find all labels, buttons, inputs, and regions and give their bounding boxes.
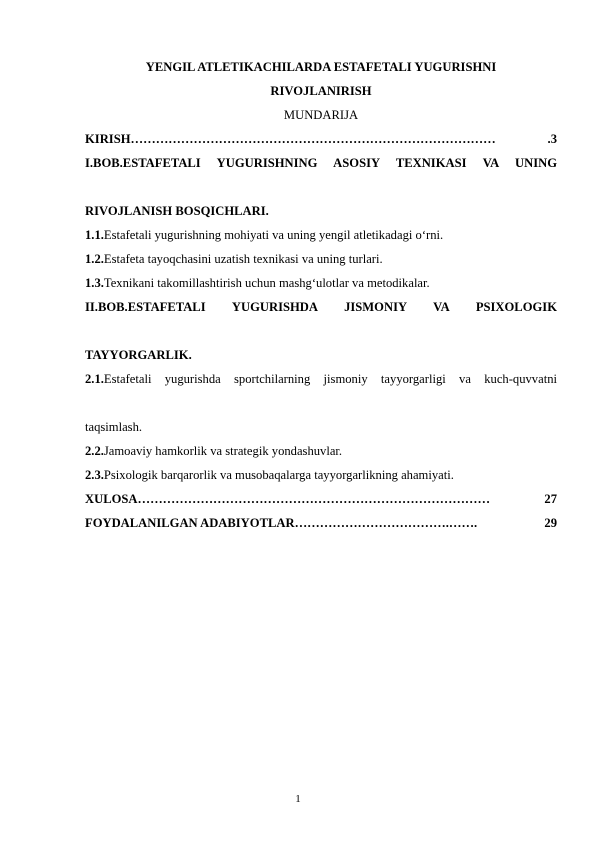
toc-section-1-3 [85, 271, 557, 295]
section-title: Estafetali yugurishning mohiyati va uning yengil atletikadagi o‘rni. [103, 228, 444, 242]
section-title: Texnikani takomillashtirish uchun mashg‘ulotlar va metodikalar. [103, 276, 430, 290]
toc-section-2-2 [85, 439, 557, 463]
toc-entry-references [85, 511, 557, 535]
toc-entry-label: FOYDALANILGAN ADABIYOTLAR [85, 516, 295, 530]
toc-section-2-3 [85, 463, 557, 487]
section-number: 2.1. [85, 372, 104, 386]
section-number: 2.3. [85, 468, 104, 482]
toc-page-number: 29 [544, 516, 557, 530]
document-title-line-2: RIVOJLANIRISH [270, 84, 372, 98]
toc-entry-label: KIRISH [85, 132, 131, 146]
section-title: Estafeta tayoqchasini uzatish texnikasi va uning turlari. [103, 252, 383, 266]
section-number: 1.2. [85, 252, 104, 266]
toc-section-2-1-line-2: taqsimlash. [85, 420, 143, 434]
toc-section-2-1-line-1 [85, 367, 557, 415]
toc-chapter-1-line-2: RIVOJLANISH BOSQICHLARI. [85, 204, 269, 218]
section-title: Psixologik barqarorlik va musobaqalarga tayyorgarlikning ahamiyati. [103, 468, 454, 482]
toc-leader-dots: …………………………………………………………………………… [130, 132, 496, 146]
toc-leader-dots: ……………………………….……. [294, 516, 478, 530]
section-title: Estafetali yugurishda sportchilarning jismoniy tayyorgarligi va kuch-quvvatni [103, 372, 557, 386]
toc-chapter-2-line-2: TAYYORGARLIK. [85, 348, 192, 362]
toc-section-1-1 [85, 223, 557, 247]
section-number: 1.1. [85, 228, 104, 242]
section-number: 2.2. [85, 444, 104, 458]
section-title: Jamoaviy hamkorlik va strategik yondashuvlar. [103, 444, 343, 458]
toc-entry-label: XULOSA [85, 492, 138, 506]
toc-chapter-1-line-1: I.BOB.ESTAFETALI YUGURISHNING ASOSIY TEXNIKASI VA UNING [85, 156, 557, 170]
toc-entry-conclusion [85, 487, 557, 511]
toc-page-number: 27 [544, 492, 557, 506]
document-page [85, 55, 557, 535]
toc-entry-intro [85, 127, 557, 151]
section-number: 1.3. [85, 276, 104, 290]
toc-leader-dots: ………………………………………………………………………… [137, 492, 491, 506]
toc-page-number: .3 [547, 132, 557, 146]
page-number: 1 [295, 793, 301, 805]
toc-section-1-2 [85, 247, 557, 271]
document-title-line-1: YENGIL ATLETIKACHILARDA ESTAFETALI YUGURISHNI [145, 60, 497, 74]
toc-heading: MUNDARIJA [283, 108, 359, 122]
toc-chapter-2-line-1: II.BOB.ESTAFETALI YUGURISHDA JISMONIY VA PSIXOLOGIK [85, 300, 557, 314]
